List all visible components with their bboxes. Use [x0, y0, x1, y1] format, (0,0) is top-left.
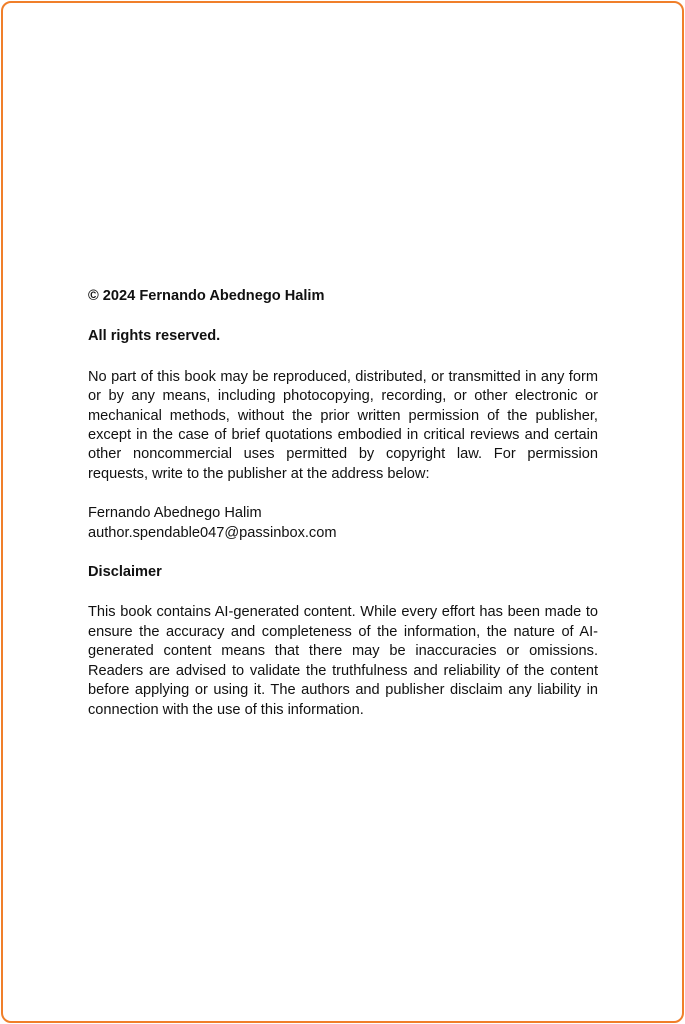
copyright-heading: © 2024 Fernando Abednego Halim: [88, 288, 325, 304]
disclaimer-paragraph: This book contains AI-generated content. While every effort has been made to ensure the accuracy and completeness of the information, the nature of AI-generated content means that there may be inaccuracies or omissions. Readers are advised to validate the truthfulness and reliability of the content before applying or using it. The authors and publisher disclaim any liability in connection with the use of this information.: [88, 604, 598, 718]
disclaimer-heading: Disclaimer: [88, 564, 162, 581]
rights-paragraph: No part of this book may be reproduced, distributed, or transmitted in any form or by any means, including photocopying, recording, or other electronic or mechanical methods, without the prior written permission of the publisher, except in the case of brief quotations embodied in critical reviews and certain other noncommercial uses permitted by copyright law. For permission requests, write to the publisher at the address below:: [88, 368, 598, 482]
contact-name: Fernando Abednego Halim: [88, 505, 262, 522]
contact-block: [88, 504, 598, 543]
rights-heading: All rights reserved.: [88, 328, 221, 345]
contact-email: author.spendable047@passinbox.com: [88, 524, 337, 541]
copyright-page: [88, 287, 598, 720]
